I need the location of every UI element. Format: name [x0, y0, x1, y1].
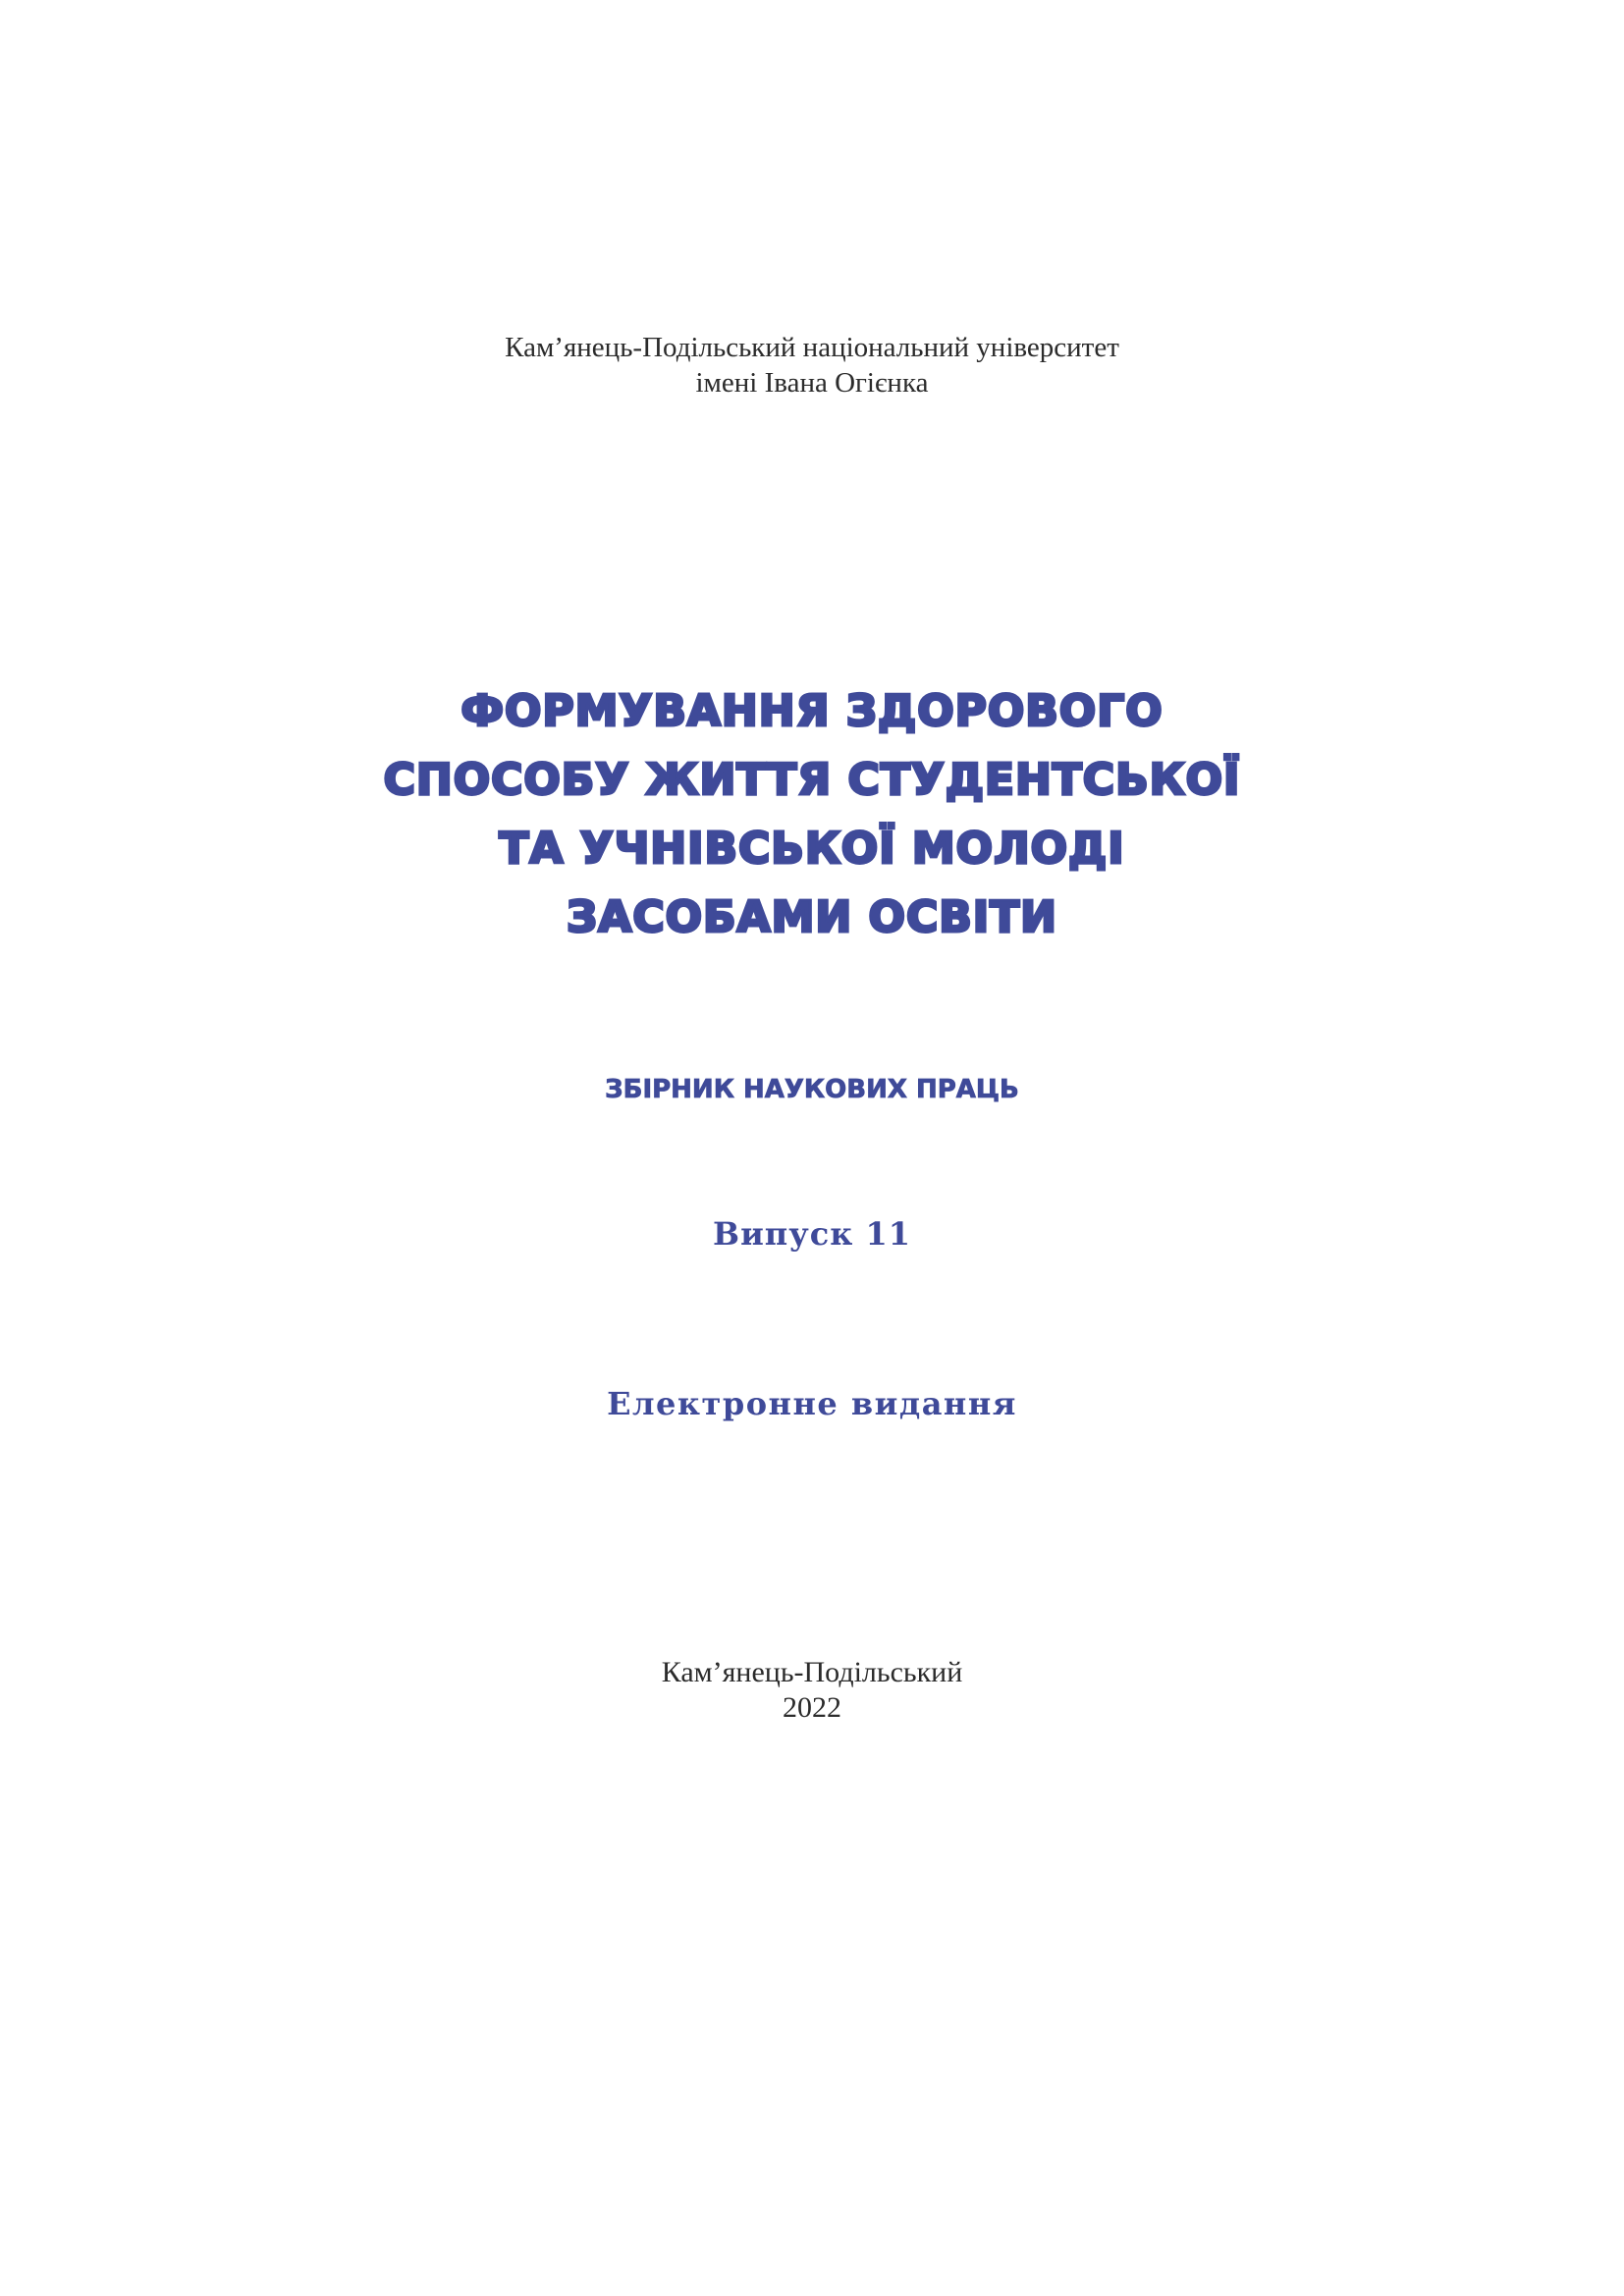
issue-number: Випуск 11 [713, 1215, 911, 1253]
institution-name [0, 330, 1624, 400]
institution-line-2: імені Івана Огієнка [695, 367, 929, 399]
edition-type: Електронне видання [607, 1385, 1017, 1422]
title-line-2: СПОСОБУ ЖИТТЯ СТУДЕНТСЬКОЇ [383, 755, 1241, 805]
title-line-1: ФОРМУВАННЯ ЗДОРОВОГО [460, 686, 1164, 736]
imprint-year: 2022 [783, 1691, 841, 1724]
title-line-4: ЗАСОБАМИ ОСВІТИ [567, 892, 1057, 942]
collection-subtitle: ЗБІРНИК НАУКОВИХ ПРАЦЬ [605, 1075, 1019, 1104]
title-line-3: ТА УЧНІВСЬКОЇ МОЛОДІ [499, 824, 1125, 874]
imprint [0, 1655, 1624, 1726]
imprint-city: Кам’янець-Подільський [661, 1656, 963, 1688]
publication-title [0, 677, 1624, 952]
institution-line-1: Кам’янець-Подільський національний університет [505, 332, 1119, 363]
